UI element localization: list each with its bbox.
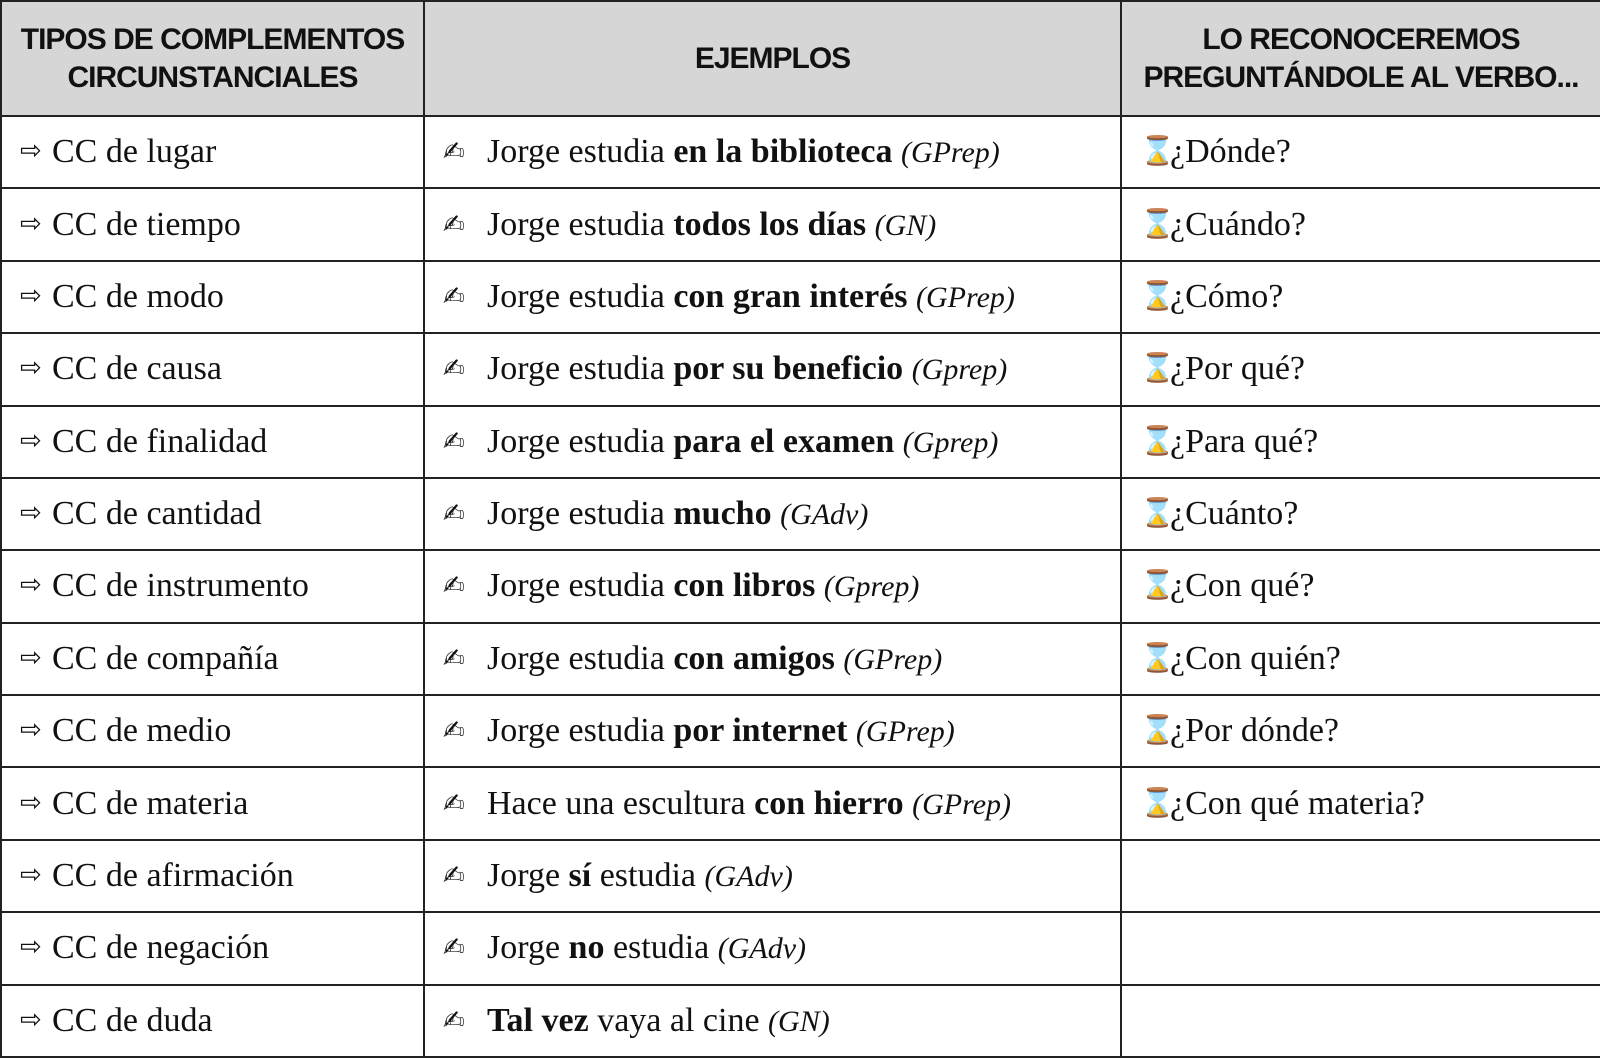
hourglass-icon: ⌛ bbox=[1140, 278, 1175, 312]
type-label: CC de tiempo bbox=[52, 205, 241, 243]
hourglass-icon: ⌛ bbox=[1140, 568, 1175, 602]
example-pre: Jorge bbox=[487, 856, 569, 894]
arrow-right-outline-icon: ⇨ bbox=[20, 136, 42, 167]
example-category: (Gprep) bbox=[911, 353, 1008, 387]
example-category: (GPrep) bbox=[916, 280, 1015, 314]
example-category: (GAdv) bbox=[704, 859, 793, 893]
example-post bbox=[892, 133, 901, 170]
example-cell bbox=[424, 550, 1121, 622]
type-cell bbox=[1, 695, 424, 767]
type-label: CC de lugar bbox=[52, 133, 217, 171]
example-complement: mucho bbox=[673, 495, 772, 533]
example-cell bbox=[424, 333, 1121, 405]
example-cell bbox=[424, 912, 1121, 984]
writing-hand-icon: ✍ bbox=[443, 716, 465, 747]
example-post bbox=[908, 278, 917, 315]
header-examples: EJEMPLOS bbox=[424, 1, 1121, 116]
arrow-right-outline-icon: ⇨ bbox=[20, 208, 42, 239]
example-category: (Gprep) bbox=[823, 570, 920, 604]
header-question: LO RECONOCEREMOS PREGUNTÁNDOLE AL VERBO... bbox=[1121, 1, 1600, 116]
hourglass-icon: ⌛ bbox=[1140, 206, 1175, 240]
table-row bbox=[1, 333, 1600, 405]
example-complement: Tal vez bbox=[487, 1001, 589, 1039]
type-cell bbox=[1, 840, 424, 912]
writing-hand-icon: ✍ bbox=[443, 860, 465, 891]
example-post bbox=[894, 423, 903, 460]
example-complement: con hierro bbox=[754, 784, 904, 822]
arrow-right-outline-icon: ⇨ bbox=[20, 353, 42, 384]
example-post bbox=[772, 495, 781, 532]
example-cell bbox=[424, 478, 1121, 550]
example-category: (GPrep) bbox=[900, 136, 1000, 170]
question-label: ¿Cómo? bbox=[1170, 277, 1284, 315]
example-category: (GN) bbox=[874, 208, 937, 242]
arrow-right-outline-icon: ⇨ bbox=[20, 425, 42, 456]
arrow-right-outline-icon: ⇨ bbox=[20, 787, 42, 818]
example-complement: por su beneficio bbox=[673, 350, 904, 388]
question-cell bbox=[1121, 985, 1600, 1058]
example-complement: en la biblioteca bbox=[673, 133, 893, 171]
table-row bbox=[1, 550, 1600, 622]
example-cell bbox=[424, 261, 1121, 333]
writing-hand-icon: ✍ bbox=[443, 499, 465, 530]
writing-hand-icon: ✍ bbox=[443, 643, 465, 674]
example-cell bbox=[424, 695, 1121, 767]
table-row bbox=[1, 478, 1600, 550]
table-row bbox=[1, 623, 1600, 695]
example-pre: Jorge estudia bbox=[487, 639, 674, 677]
hourglass-icon: ⌛ bbox=[1140, 134, 1175, 168]
table-row bbox=[1, 116, 1600, 188]
type-cell bbox=[1, 623, 424, 695]
table-body bbox=[1, 116, 1600, 1057]
example-pre: Jorge estudia bbox=[487, 495, 674, 533]
question-cell bbox=[1121, 840, 1600, 912]
example-complement: para el examen bbox=[673, 422, 895, 460]
type-label: CC de materia bbox=[52, 784, 249, 822]
example-cell bbox=[424, 116, 1121, 188]
type-cell bbox=[1, 478, 424, 550]
example-pre: Jorge estudia bbox=[487, 422, 674, 460]
writing-hand-icon: ✍ bbox=[443, 209, 465, 240]
question-cell bbox=[1121, 333, 1600, 405]
example-post bbox=[815, 567, 824, 604]
question-label: ¿Por qué? bbox=[1170, 350, 1306, 388]
arrow-right-outline-icon: ⇨ bbox=[20, 859, 42, 890]
type-label: CC de modo bbox=[52, 277, 224, 315]
writing-hand-icon: ✍ bbox=[443, 788, 465, 819]
example-pre: Jorge estudia bbox=[487, 350, 674, 388]
type-label: CC de afirmación bbox=[52, 856, 294, 894]
example-cell bbox=[424, 767, 1121, 839]
table-row bbox=[1, 985, 1600, 1058]
example-pre: Jorge estudia bbox=[487, 712, 674, 750]
writing-hand-icon: ✍ bbox=[443, 571, 465, 602]
example-category: (Gprep) bbox=[902, 425, 999, 459]
question-cell bbox=[1121, 695, 1600, 767]
example-category: (GPrep) bbox=[843, 642, 943, 676]
writing-hand-icon: ✍ bbox=[443, 354, 465, 385]
example-complement: con amigos bbox=[673, 639, 835, 677]
question-label: ¿Por dónde? bbox=[1170, 712, 1340, 750]
example-cell bbox=[424, 406, 1121, 478]
question-cell bbox=[1121, 478, 1600, 550]
question-label: ¿Cuánto? bbox=[1170, 495, 1299, 533]
arrow-right-outline-icon: ⇨ bbox=[20, 570, 42, 601]
hourglass-icon: ⌛ bbox=[1140, 423, 1175, 457]
type-label: CC de instrumento bbox=[52, 567, 309, 605]
type-cell bbox=[1, 550, 424, 622]
example-post bbox=[904, 785, 913, 822]
hourglass-icon: ⌛ bbox=[1140, 351, 1175, 385]
type-cell bbox=[1, 912, 424, 984]
type-label: CC de causa bbox=[52, 350, 222, 388]
question-cell bbox=[1121, 261, 1600, 333]
example-complement: no bbox=[568, 929, 605, 967]
example-pre: Jorge estudia bbox=[487, 277, 674, 315]
hourglass-icon: ⌛ bbox=[1140, 713, 1175, 747]
example-post bbox=[847, 712, 856, 749]
question-label: ¿Con quién? bbox=[1170, 639, 1341, 677]
table-row bbox=[1, 912, 1600, 984]
arrow-right-outline-icon: ⇨ bbox=[20, 498, 42, 529]
arrow-right-outline-icon: ⇨ bbox=[20, 642, 42, 673]
example-post: vaya al cine bbox=[588, 1001, 769, 1039]
example-post: estudia bbox=[591, 856, 705, 894]
table-row bbox=[1, 840, 1600, 912]
question-cell bbox=[1121, 406, 1600, 478]
question-cell bbox=[1121, 550, 1600, 622]
question-label: ¿Para qué? bbox=[1170, 422, 1319, 460]
example-complement: todos los días bbox=[673, 205, 867, 243]
type-cell bbox=[1, 116, 424, 188]
question-cell bbox=[1121, 767, 1600, 839]
example-cell bbox=[424, 188, 1121, 260]
example-pre: Jorge estudia bbox=[487, 567, 674, 605]
type-cell bbox=[1, 333, 424, 405]
type-label: CC de negación bbox=[52, 929, 270, 967]
type-cell bbox=[1, 767, 424, 839]
table-row bbox=[1, 188, 1600, 260]
example-complement: por internet bbox=[673, 712, 848, 750]
table-row bbox=[1, 261, 1600, 333]
table-row bbox=[1, 767, 1600, 839]
question-label: ¿Dónde? bbox=[1170, 133, 1291, 171]
arrow-right-outline-icon: ⇨ bbox=[20, 280, 42, 311]
hourglass-icon: ⌛ bbox=[1140, 640, 1175, 674]
question-cell bbox=[1121, 116, 1600, 188]
type-label: CC de compañía bbox=[52, 639, 279, 677]
type-cell bbox=[1, 188, 424, 260]
example-cell bbox=[424, 985, 1121, 1058]
writing-hand-icon: ✍ bbox=[443, 1005, 465, 1036]
type-label: CC de finalidad bbox=[52, 422, 268, 460]
example-category: (GN) bbox=[768, 1004, 830, 1038]
writing-hand-icon: ✍ bbox=[443, 933, 465, 964]
example-category: (GPrep) bbox=[912, 787, 1012, 821]
example-complement: con libros bbox=[673, 567, 816, 605]
example-cell bbox=[424, 623, 1121, 695]
example-category: (GPrep) bbox=[855, 715, 955, 749]
hourglass-icon: ⌛ bbox=[1140, 785, 1175, 819]
type-cell bbox=[1, 406, 424, 478]
example-complement: sí bbox=[568, 856, 592, 894]
type-cell bbox=[1, 261, 424, 333]
arrow-right-outline-icon: ⇨ bbox=[20, 715, 42, 746]
table-row bbox=[1, 695, 1600, 767]
type-label: CC de cantidad bbox=[52, 495, 262, 533]
example-pre: Jorge estudia bbox=[487, 133, 674, 171]
header-row bbox=[1, 1, 1600, 116]
question-label: ¿Con qué materia? bbox=[1170, 784, 1425, 822]
example-complement: con gran interés bbox=[673, 277, 908, 315]
example-post: estudia bbox=[604, 929, 718, 967]
example-category: (GAdv) bbox=[780, 498, 869, 532]
question-cell bbox=[1121, 188, 1600, 260]
writing-hand-icon: ✍ bbox=[443, 281, 465, 312]
question-label: ¿Cuándo? bbox=[1170, 205, 1306, 243]
table-row bbox=[1, 406, 1600, 478]
example-post bbox=[866, 206, 875, 243]
type-label: CC de medio bbox=[52, 712, 232, 750]
arrow-right-outline-icon: ⇨ bbox=[20, 1004, 42, 1035]
hourglass-icon: ⌛ bbox=[1140, 496, 1175, 530]
example-category: (GAdv) bbox=[717, 932, 807, 966]
header-types: TIPOS DE COMPLEMENTOS CIRCUNSTANCIALES bbox=[1, 1, 424, 116]
example-pre: Hace una escultura bbox=[487, 784, 755, 822]
type-label: CC de duda bbox=[52, 1001, 213, 1039]
type-cell bbox=[1, 985, 424, 1058]
example-pre: Jorge bbox=[487, 929, 569, 967]
question-label: ¿Con qué? bbox=[1170, 567, 1315, 605]
writing-hand-icon: ✍ bbox=[443, 137, 465, 168]
example-post bbox=[903, 350, 912, 387]
example-pre: Jorge estudia bbox=[487, 205, 674, 243]
example-cell bbox=[424, 840, 1121, 912]
arrow-right-outline-icon: ⇨ bbox=[20, 932, 42, 963]
writing-hand-icon: ✍ bbox=[443, 426, 465, 457]
question-cell bbox=[1121, 912, 1600, 984]
question-cell bbox=[1121, 623, 1600, 695]
